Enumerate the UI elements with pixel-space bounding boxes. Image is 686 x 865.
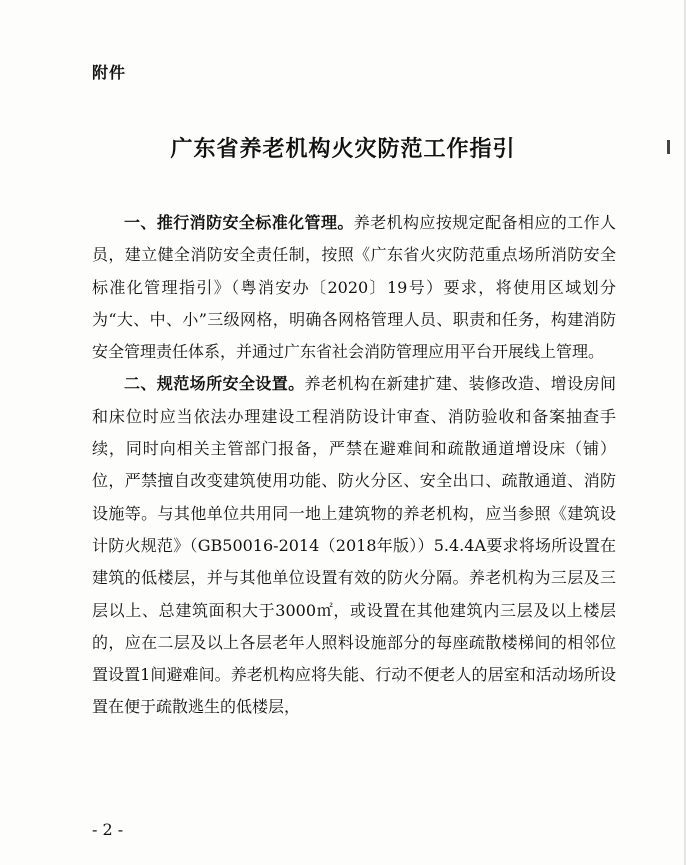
- section-paragraph-2: [92, 368, 616, 723]
- document-title: 广东省养老机构火灾防范工作指引: [170, 137, 516, 162]
- document-body: [92, 207, 616, 724]
- attachment-label: 附件: [92, 63, 127, 82]
- section-heading-1: 一、推行消防安全标准化管理。: [124, 213, 354, 232]
- section-text-1: 养老机构应按规定配备相应的工作人员，建立健全消防安全责任制，按照《广东省火灾防范重点场所消防安全标准化管理指引》（粤消安办〔2020〕19号）要求，将使用区域划分为“大、中、小”三级网格，明确各网格管理人员、职责和任务，构建消防安全管理责任体系，并通过广东省社会消防管理应用平台开展线上管理。: [92, 213, 616, 362]
- page-number: - 2 -: [92, 820, 124, 839]
- section-heading-2: 二、规范场所安全设置。: [124, 374, 305, 394]
- section-paragraph-1: [92, 207, 616, 368]
- section-text-2: 养老机构在新建扩建、装修改造、增设房间和床位时应当依法办理建设工程消防设计审查、消防验收和备案抽查手续，同时向相关主管部门报备，严禁在避难间和疏散通道增设床（铺）位，严禁擅自改变建筑使用功能、防火分区、安全出口、疏散通道、消防设施等。与其他单位共用同一地上建筑物的养老机构，应当参照《建筑设计防火规范》（GB50016-2014（2018年版））5.4.4A要求将场所设置在建筑的低楼层，并与其他单位设置有效的防火分隔。养老机构为三层及三层以上、总建筑面积大于3000㎡，或设置在其他建筑内三层及以上楼层的，应在二层及以上各层老年人照料设施部分的每座疏散楼梯间的相邻位置设置1间避难间。养老机构应将失能、行动不便老人的居室和活动场所设置在便于疏散逃生的低楼层，: [92, 374, 616, 717]
